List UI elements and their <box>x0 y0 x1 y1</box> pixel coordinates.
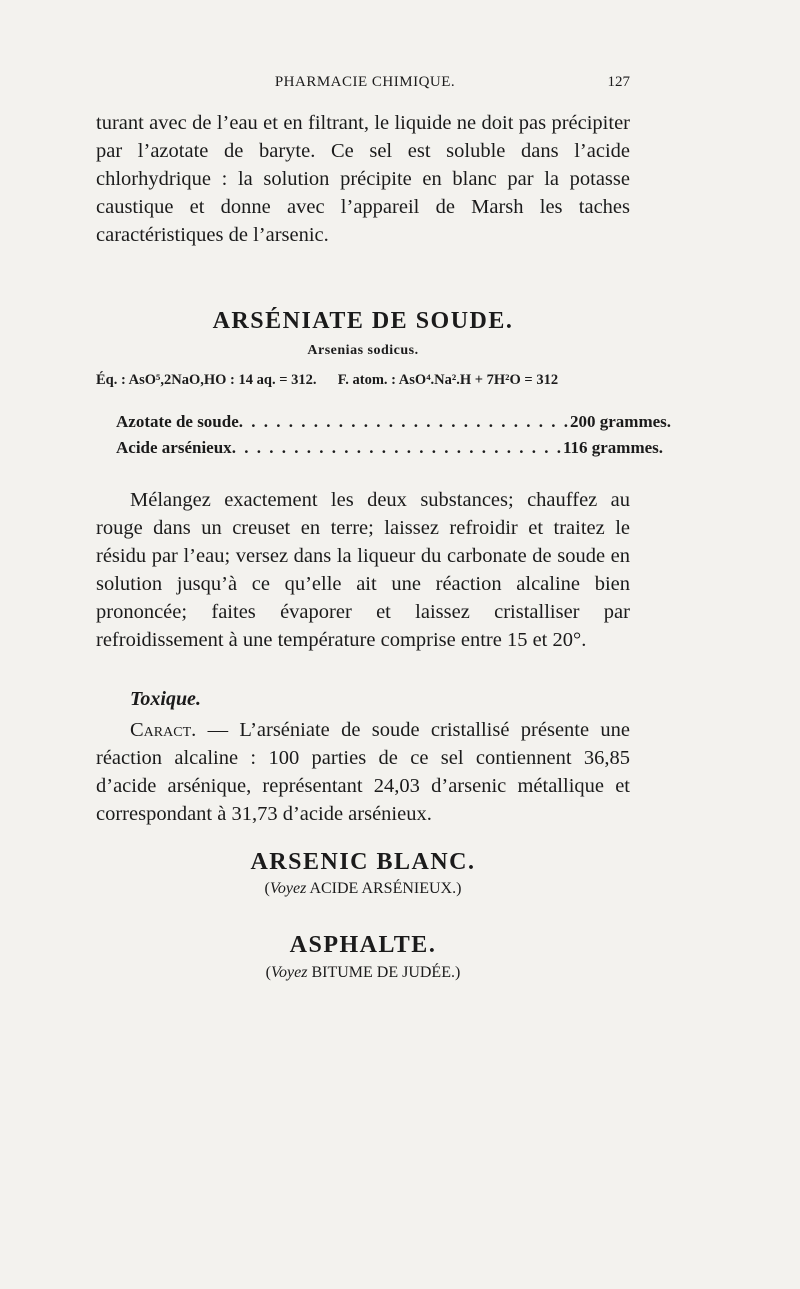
method-block <box>96 486 630 654</box>
ingredient-name: Azotate de soude <box>116 412 239 431</box>
cross-reference-arsenic-blanc: (Voyez ACIDE ARSÉNIEUX.) <box>264 880 462 897</box>
caract-text: — L’arséniate de soude cristallisé présente une réaction alcaline : 100 parties de ce sel contiennent 36,85 d’acide arsénique, représentant 24,03 d’arsenic métallique et correspondant à 31,73 d’acide arsénieux. <box>96 719 631 825</box>
chemical-formula <box>96 372 630 389</box>
section-title-arsenic-blanc: ARSENIC BLANC. <box>250 849 476 875</box>
formula-atomic: F. atom. : AsO⁴.Na².H + 7H²O = 312 <box>337 372 559 388</box>
leader-dots: . . . . . . . . . . . . . . . . . . . . . . . . . . . <box>238 412 571 431</box>
toxic-label: Toxique. <box>130 688 201 710</box>
see-target: BITUME DE JUDÉE. <box>311 964 455 981</box>
recipe-row <box>116 438 664 464</box>
method-paragraph: Mélangez exactement les deux substances; chauffez au rouge dans un creuset en terre; laissez refroidir et traitez le résidu par l’eau; versez dans la liqueur du carbonate de soude en solution jusqu’à ce qu’elle ait une réaction alcaline bien prononcée; faites évaporer et laissez cristalliser par refroidissement à une température comprise entre 15 et 20°. <box>96 489 630 651</box>
recipe-list <box>116 412 672 464</box>
characteristics-block <box>96 716 630 828</box>
cross-reference-asphalte: (Voyez BITUME DE JUDÉE.) <box>265 964 461 981</box>
formula-equivalent: Éq. : AsO⁵,2NaO,HO : 14 aq. = 312. <box>96 372 317 388</box>
characteristics-paragraph <box>96 716 630 828</box>
page-number: 127 <box>607 74 630 90</box>
ingredient-name: Acide arsénieux <box>116 438 232 457</box>
intro-paragraph: turant avec de l’eau et en filtrant, le liquide ne doit pas précipiter par l’azotate de baryte. Ce sel est soluble dans l’acide chlorhydrique : la solution précipite en blanc par la potasse caustique et donne avec l’appareil de Marsh les taches caractéristiques de l’arsenic. <box>96 112 630 246</box>
caract-label: Caract. <box>130 719 197 741</box>
toxic-note <box>130 688 664 711</box>
page-header <box>100 74 630 96</box>
see-word: Voyez <box>269 880 307 897</box>
see-target: ACIDE ARSÉNIEUX. <box>309 880 457 897</box>
ingredient-amount: 200 grammes. <box>570 412 672 431</box>
intro-block <box>96 109 630 249</box>
leader-dots: . . . . . . . . . . . . . . . . . . . . . . . . . . . <box>231 438 563 457</box>
running-title: PHARMACIE CHIMIQUE. <box>274 74 456 90</box>
latin-name: Arsenias sodicus. <box>307 343 419 358</box>
section-title-asphalte: ASPHALTE. <box>289 932 437 958</box>
recipe-row <box>116 412 672 438</box>
see-word: Voyez <box>271 964 308 981</box>
ingredient-amount: 116 grammes. <box>562 438 664 457</box>
section-title-arseniate: ARSÉNIATE DE SOUDE. <box>212 308 514 334</box>
